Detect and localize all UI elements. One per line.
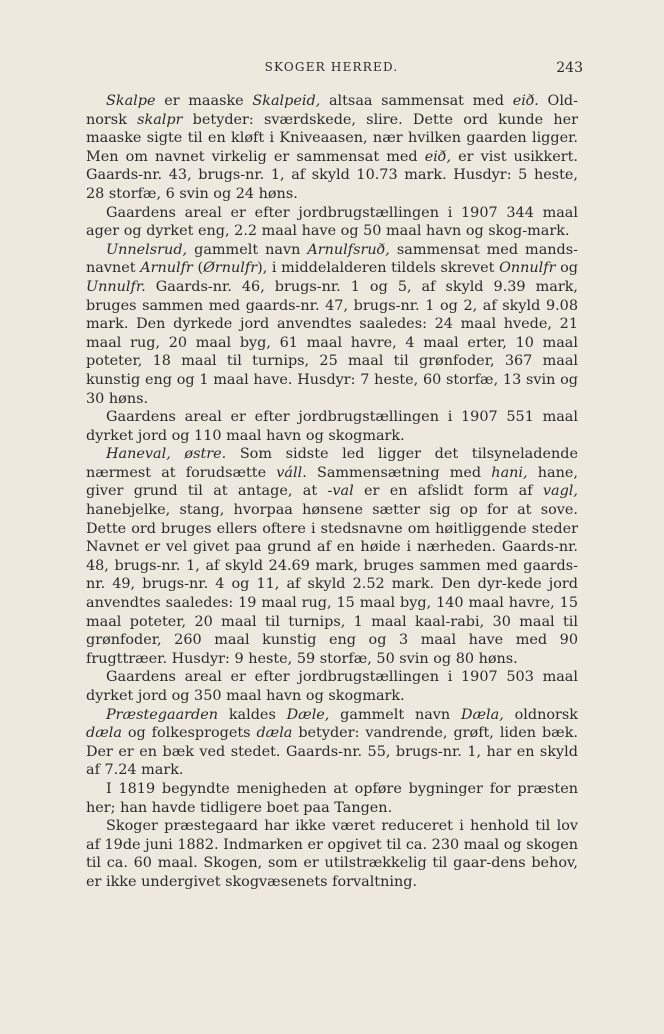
italic-text: dæla xyxy=(86,725,122,742)
italic-text: vagl, xyxy=(542,483,578,500)
text-run: gammelt navn xyxy=(187,241,308,258)
italic-text: dæla xyxy=(256,725,293,742)
italic-text: Skalpe xyxy=(106,93,156,109)
paragraph xyxy=(86,780,578,817)
text-run: Old-norsk xyxy=(86,93,578,128)
italic-text: Unnulfr. xyxy=(86,278,146,295)
paragraph xyxy=(86,92,578,204)
text-run: er maaske xyxy=(155,93,253,109)
italic-text: Arnulfsruð, xyxy=(307,241,390,258)
italic-text: Onnulfr xyxy=(499,260,556,277)
italic-text: eið, xyxy=(424,148,452,165)
italic-text: Ørnulfr xyxy=(203,260,258,277)
italic-text: Skalpeid, xyxy=(252,93,321,109)
text-run: Sammensætning med xyxy=(306,464,492,481)
running-head: SKOGER HERRED. xyxy=(264,60,399,74)
italic-text: Haneval, østre. xyxy=(106,446,227,463)
text-run: oldnorsk xyxy=(503,706,578,723)
italic-text: eið. xyxy=(512,93,539,109)
text-run: Gaardens areal er efter jordbrugstællingen i 1907 503 maal dyrket jord og 350 maal havn og skogmark. xyxy=(86,669,578,704)
italic-text: skalpr xyxy=(137,111,183,128)
text-run: hanebjelke, stang, hvorpaa hønsene sætter sig op for at sove. Dette ord bruges ellers oftere i stedsnavne om høitliggende steder Navnet er vel givet paa grund af en høide i nærheden. Gaards-nr. 48, brugs-nr. 1, af skyld 24.69 mark, bruges sammen med gaards-nr. 49, brugs-nr. 4 og 11, af skyld 2.52 mark. Den dyr-kede jord anvendtes saaledes: 19 maal rug, 15 maal byg, 140 maal havre, 15 maal poteter, 20 maal til turnips, 1 maal kaal-rabi, 30 maal til grønfoder, 260 maal kunstig eng og 3 maal have med 90 frugttræer. Husdyr: 9 heste, 59 storfæ, 50 svin og 80 høns. xyxy=(86,502,578,667)
paragraph xyxy=(86,241,578,408)
text-run: betyder: vandrende, grøft, liden bæk. Der er en bæk ved stedet. Gaards-nr. 55, brugs-nr. 1, har en skyld af 7.24 mark. xyxy=(86,725,578,779)
body-text xyxy=(86,92,578,892)
text-run: ( xyxy=(192,260,204,277)
paragraph xyxy=(86,817,578,891)
text-run: Gaardens areal er efter jordbrugstællingen i 1907 551 maal dyrket jord og 110 maal havn og skogmark. xyxy=(86,409,578,444)
text-run: hane, giver grund til at antage, at xyxy=(86,464,578,500)
italic-text: Dæle, xyxy=(286,706,330,723)
text-run: Som sidste led ligger det tilsyneladende nærmest at forudsætte xyxy=(86,446,578,481)
paragraph xyxy=(86,445,578,668)
text-run: og xyxy=(555,260,578,277)
paragraph xyxy=(86,204,578,241)
paragraph xyxy=(86,668,578,705)
text-run: gammelt navn xyxy=(329,706,461,723)
text-run: er vist usikkert. Gaards-nr. 43, brugs-nr. 1, af skyld 10.73 mark. Husdyr: 5 heste, 28 storfæ, 6 svin og 24 høns. xyxy=(86,148,579,202)
page-header xyxy=(80,60,583,82)
italic-text: Dæla, xyxy=(460,706,504,723)
text-run: ), i middelalderen tildels skrevet xyxy=(257,260,500,277)
text-run: og folkesprogets xyxy=(121,725,257,742)
text-run: kaldes xyxy=(218,706,287,723)
page-number: 243 xyxy=(556,60,583,76)
paragraph xyxy=(86,706,578,780)
text-run: Gaards-nr. 46, brugs-nr. 1 og 5, af skyld 9.39 mark, bruges sammen med gaards-nr. 47, brugs-nr. 1 og 2, af skyld 9.08 mark. Den dyrkede jord anvendtes saaledes: 24 maal hvede, 21 maal rug, 20 maal byg, 61 maal havre, 4 maal erter, 10 maal poteter, 18 maal til turnips, 25 maal til grønfoder, 367 maal kunstig eng og 1 maal have. Husdyr: 7 heste, 60 storfæ, 13 svin og 30 høns. xyxy=(86,278,578,407)
italic-text: -val xyxy=(327,483,354,500)
italic-text: Præstegaarden xyxy=(106,706,219,723)
text-run: altsaa sammensat med xyxy=(320,93,513,109)
italic-text: hani, xyxy=(491,464,528,481)
text-run: er en afslidt form af xyxy=(353,483,543,500)
text-run: Gaardens areal er efter jordbrugstællingen i 1907 344 maal ager og dyrket eng, 2.2 maal have og 50 maal havn og skog-mark. xyxy=(86,204,578,240)
text-run: betyder: sværdskede, slire. Dette ord kunde her maaske sigte til en kløft i Kniveaasen, nær hvilken gaarden ligger. Men om navnet virkelig er sammensat med xyxy=(86,111,578,165)
text-run: sammensat med mands-navnet xyxy=(86,241,578,277)
text-run: Skoger præstegaard har ikke været reduceret i henhold til lov af 19de juni 1882. Indmarken er opgivet til ca. 230 maal og skogen til ca. 60 maal. Skogen, som er utilstrækkelig til gaar-dens behov, er ikke undergivet skogvæsenets forvaltning. xyxy=(86,818,578,890)
paragraph xyxy=(86,408,578,445)
italic-text: Arnulfr xyxy=(140,260,193,277)
text-run: I 1819 begyndte menigheden at opføre bygninger for præsten her; han havde tidligere boet paa Tangen. xyxy=(86,780,578,816)
italic-text: Unnelsrud, xyxy=(106,241,188,258)
italic-text: váll. xyxy=(276,464,307,481)
